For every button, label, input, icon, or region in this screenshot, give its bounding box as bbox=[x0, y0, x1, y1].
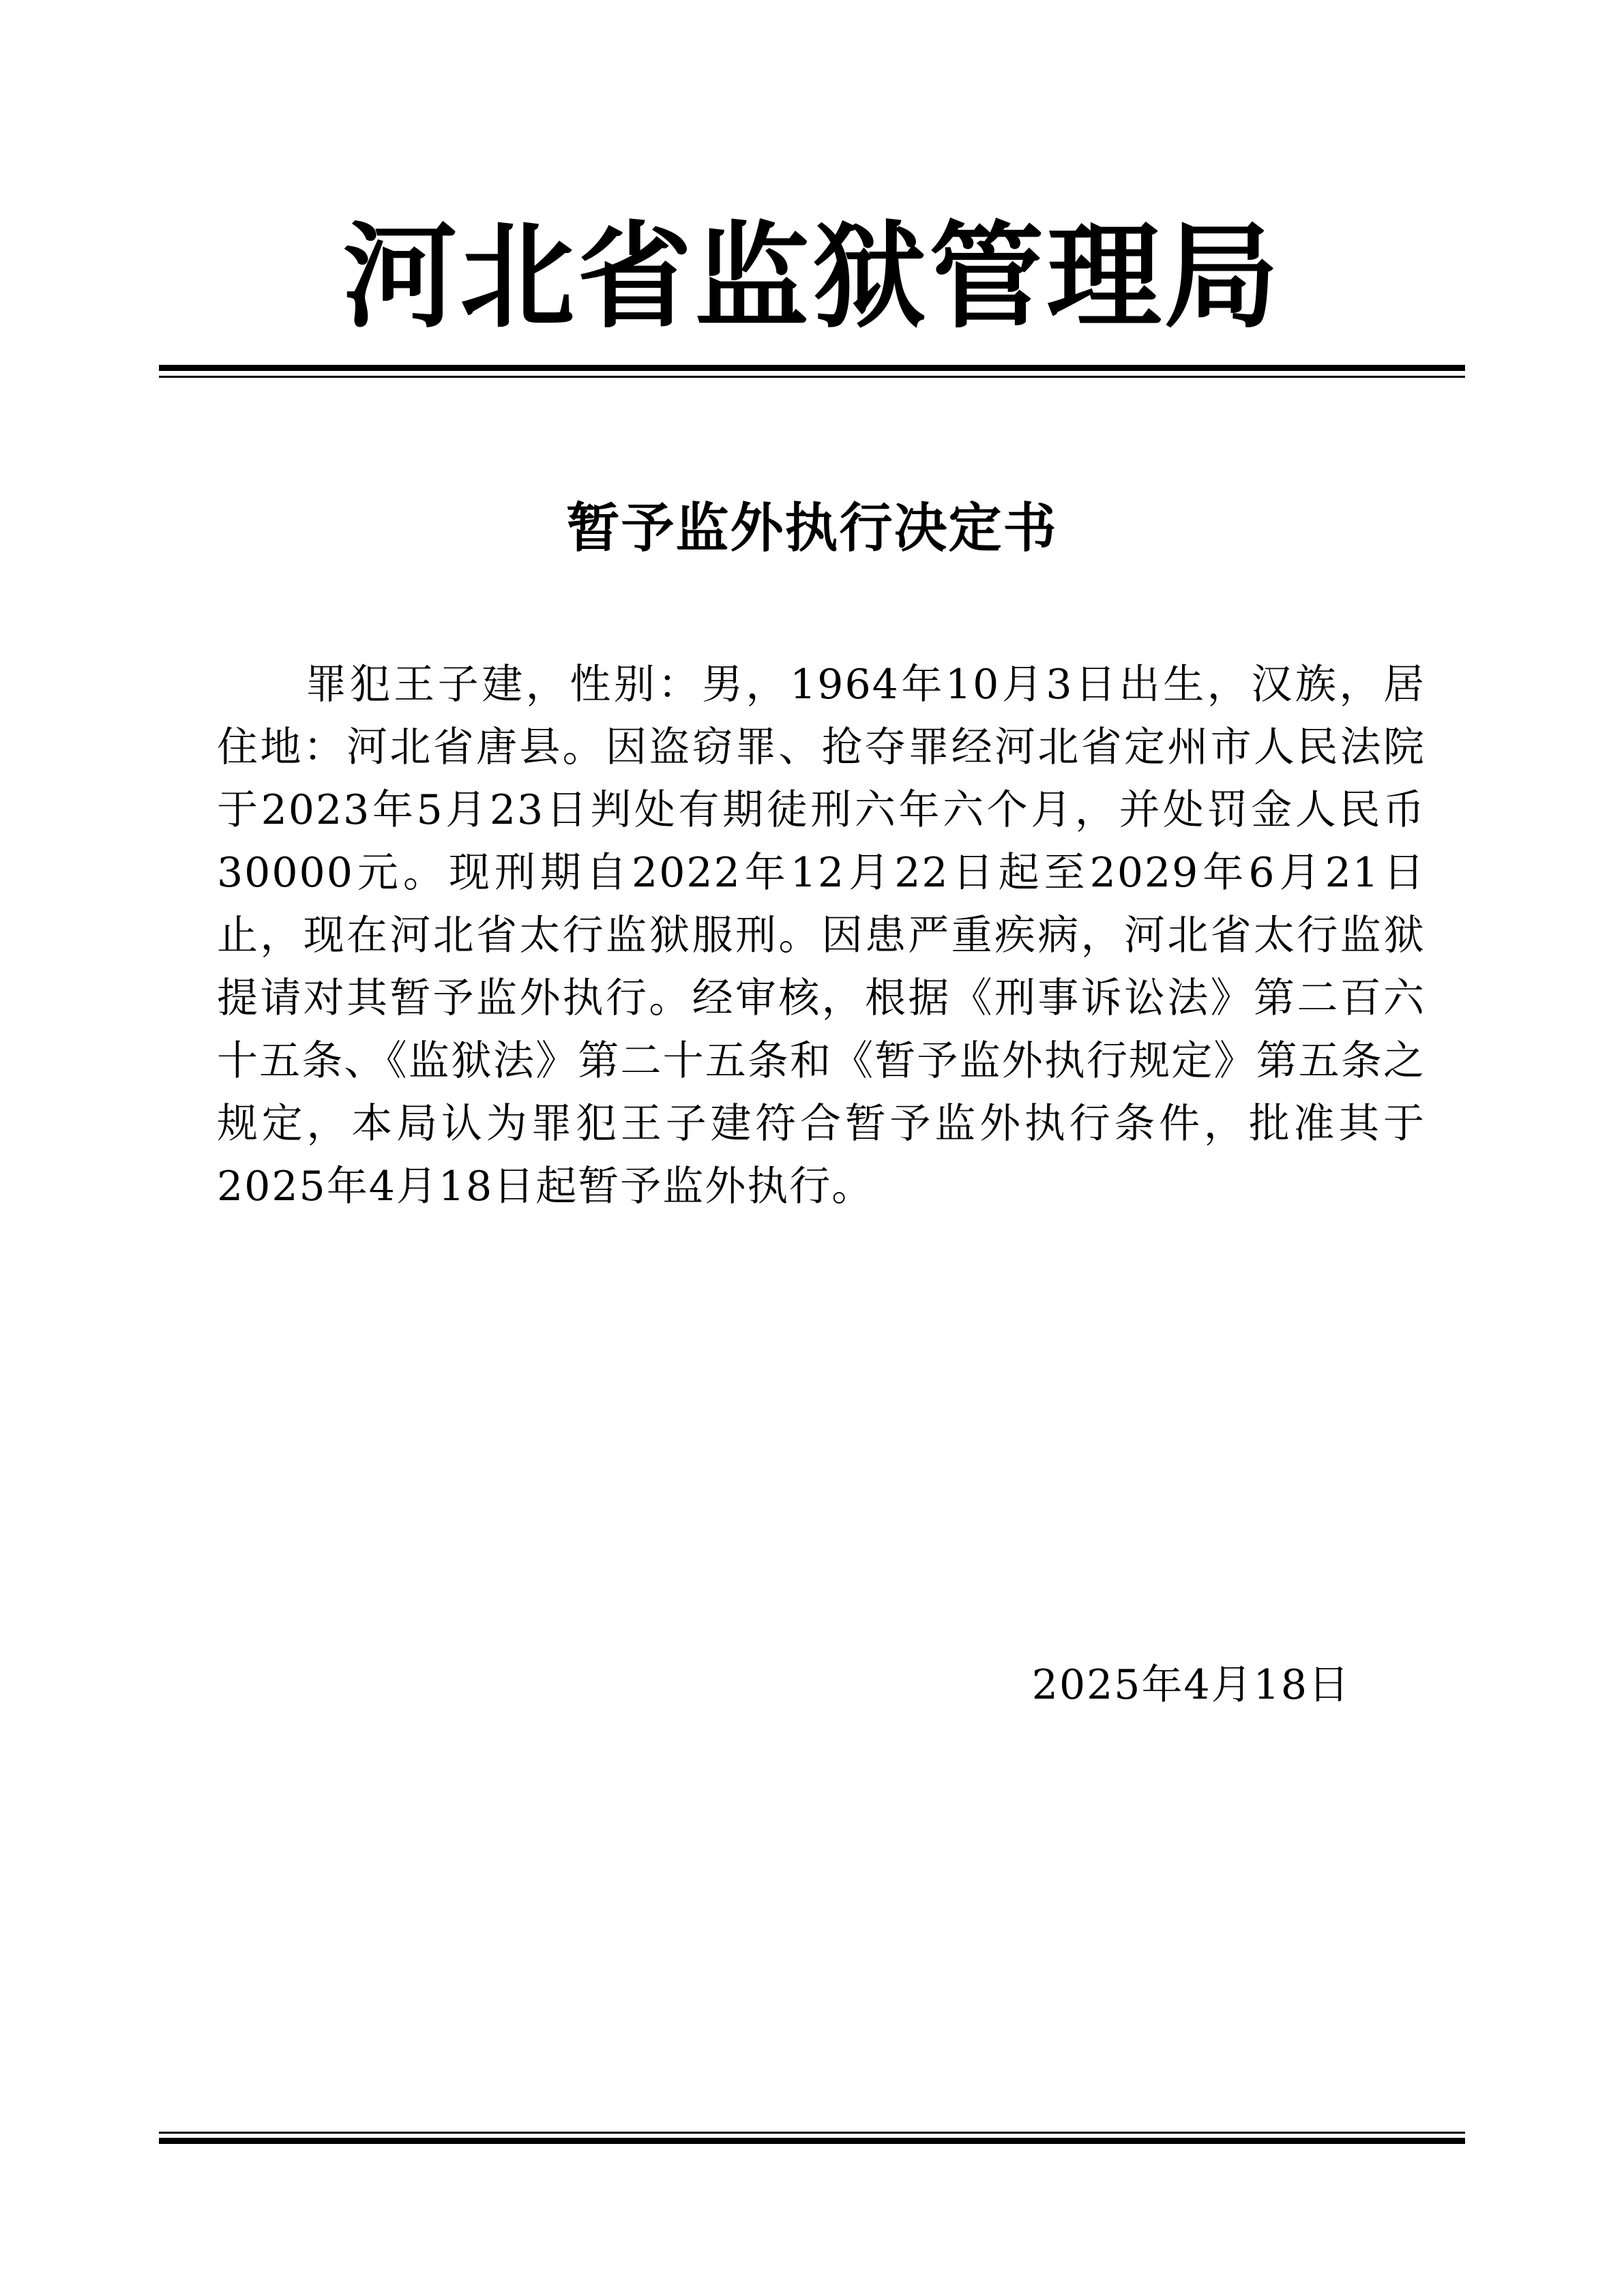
document-date: 2025年4月18日 bbox=[1031, 1661, 1350, 1709]
organization-title: 河北省监狱管理局 bbox=[342, 209, 1282, 344]
footer-rule-thick bbox=[159, 2138, 1465, 2144]
document-title: 暂予监外执行决定书 bbox=[566, 498, 1058, 559]
document-body: 罪犯王子建，性别：男，1964年10月3日出生，汉族，居住地：河北省唐县。因盗窃罪、抢夺罪经河北省定州市人民法院于2023年5月23日判处有期徒刑六年六个月，并处罚金人民币30000元。现刑期自2022年12月22日起至2029年6月21日止，现在河北省太行监狱服刑。因患严重疾病，河北省太行监狱提请对其暂予监外执行。经审核，根据《刑事诉讼法》第二百六十五条、《监狱法》第二十五条和《暂予监外执行规定》第五条之规定，本局认为罪犯王子建符合暂予监外执行条件，批准其于2025年4月18日起暂予监外执行。 bbox=[217, 661, 1426, 1210]
header-rule-thick bbox=[159, 365, 1465, 371]
footer-rule-thin bbox=[159, 2132, 1465, 2134]
header-rule-thin bbox=[159, 376, 1465, 378]
